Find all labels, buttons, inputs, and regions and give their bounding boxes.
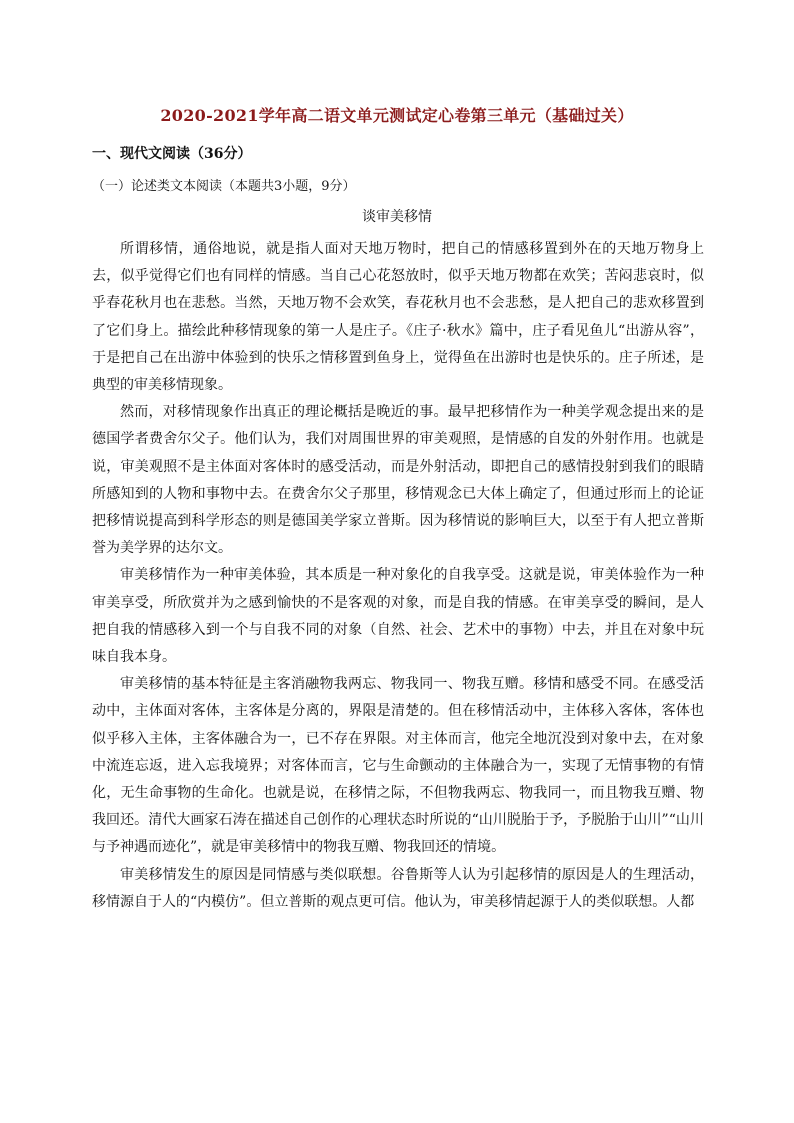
section-heading: 一、现代文阅读（36分） (92, 146, 252, 162)
subsection-heading: （一）论述类文本阅读（本题共3小题，9分） (92, 179, 356, 194)
paragraph: 审美移情的基本特征是主客消融物我两忘、物我同一、物我互赠。移情和感受不同。在感受活动中，主体面对客体，主客体是分离的，界限是清楚的。但在移情活动中，主体移入客体，客体也似乎移入主体，主客体融合为一，已不存在界限。对主体而言，他完全地沉没到对象中去，在对象中流连忘返，进入忘我境界；对客体而言，它与生命颤动的主体融合为一，实现了无情事物的有情化，无生命事物的生命化。也就是说，在移情之际，不但物我两忘、物我同一，而且物我互赠、物我回还。清代大画家石涛在描述自己创作的心理状态时所说的“山川脱胎于予，予脱胎于山川”“山川与予神遇而迹化”，就是审美移情中的物我互赠、物我回还的情境。 (92, 676, 704, 856)
paragraph: 审美移情发生的原因是同情感与类似联想。谷鲁斯等人认为引起移情的原因是人的生理活动，移情源自于人的“内模仿”。但立普斯的观点更可信。他认为，审美移情起源于人的类似联想。人都 (92, 866, 704, 910)
paragraph: 审美移情作为一种审美体验，其本质是一种对象化的自我享受。这就是说，审美体验作为一种审美享受，所欣赏并为之感到愉快的不是客观的对象，而是自我的情感。在审美享受的瞬间，是人把自我的情感移入到一个与自我不同的对象（自然、社会、艺术中的事物）中去，并且在对象中玩味自我本身。 (92, 567, 704, 666)
document-title: 2020-2021学年高二语文单元测试定心卷第三单元（基础过关） (160, 106, 634, 125)
article-title: 谈审美移情 (362, 209, 432, 225)
article-body (92, 236, 704, 916)
paragraph: 然而，对移情现象作出真正的理论概括是晚近的事。最早把移情作为一种美学观念提出来的是德国学者费舍尔父子。他们认为，我们对周围世界的审美观照，是情感的自发的外射作用。也就是说，审美观照不是主体面对客体时的感受活动，而是外射活动，即把自己的感情投射到我们的眼睛所感知到的人物和事物中去。在费舍尔父子那里，移情观念已大体上确定了，但通过形而上的论证把移情说提高到科学形态的则是德国美学家立普斯。因为移情说的影响巨大，以至于有人把立普斯誉为美学界的达尔文。 (92, 404, 704, 557)
paragraph: 所谓移情，通俗地说，就是指人面对天地万物时，把自己的情感移置到外在的天地万物身上去，似乎觉得它们也有同样的情感。当自己心花怒放时，似乎天地万物都在欢笑；苦闷悲哀时，似乎春花秋月也在悲愁。当然，天地万物不会欢笑，春花秋月也不会悲愁，是人把自己的悲欢移置到了它们身上。描绘此种移情现象的第一人是庄子。《庄子·秋水》篇中，庄子看见鱼儿“出游从容”，于是把自己在出游中体验到的快乐之情移置到鱼身上，觉得鱼在出游时也是快乐的。庄子所述，是典型的审美移情现象。 (92, 241, 704, 394)
